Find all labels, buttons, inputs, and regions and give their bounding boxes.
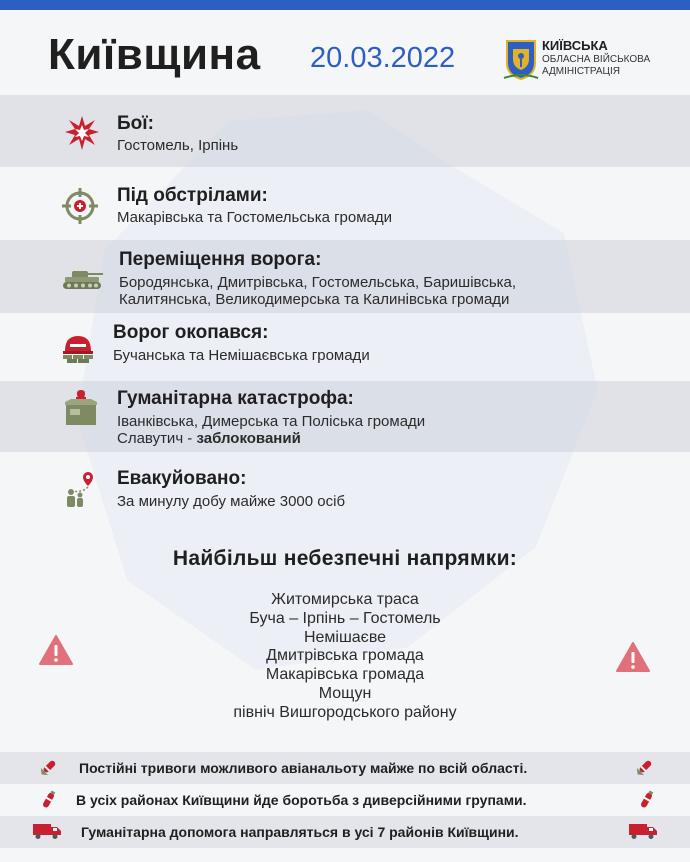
status-row-title: Переміщення ворога:	[119, 249, 322, 270]
status-row-entrenched	[0, 313, 690, 381]
bunker-icon	[62, 331, 94, 363]
header	[0, 10, 690, 95]
direction-item: Немішаєве	[303, 628, 387, 646]
status-row-battles	[0, 95, 690, 167]
directions-title: Найбільш небезпечні напрямки:	[172, 547, 518, 570]
status-row-text: Макарівська та Гостомельська громади	[117, 209, 393, 226]
notice-row-humanitarian-aid	[0, 816, 690, 848]
status-row-title: Гуманітарна катастрофа:	[117, 388, 354, 409]
aid-box-icon	[64, 389, 98, 427]
direction-item: Дмитрівська громада	[266, 647, 424, 665]
status-row-text: Калитянська, Великодимерська та Калинівська громади	[119, 291, 510, 308]
status-row-evacuated	[0, 452, 690, 525]
report-date: 20.03.2022	[310, 42, 456, 74]
direction-item: Макарівська громада	[265, 666, 425, 684]
tank-icon	[62, 268, 104, 290]
directions-list	[0, 591, 690, 723]
sabotage-icon	[636, 790, 656, 812]
notice-row-sabotage	[0, 784, 690, 816]
status-row-shelling	[0, 167, 690, 240]
page-title: Київщина	[48, 30, 261, 79]
truck-icon	[33, 822, 61, 840]
top-accent-bar	[0, 0, 690, 10]
missile-icon	[38, 758, 58, 778]
direction-item: Житомирська траса	[271, 591, 419, 608]
direction-item: північ Вишгородського району	[233, 703, 457, 721]
status-row-enemy-movement	[0, 240, 690, 313]
coat-of-arms-icon	[503, 38, 539, 80]
status-row-text: Іванківська, Димерська та Поліська громади	[117, 413, 426, 430]
status-row-humanitarian-catastrophe	[0, 381, 690, 452]
notice-text: Гуманітарна допомога направляться в усі 7 районів Київщини.	[81, 824, 519, 840]
status-row-title: Бої:	[117, 113, 154, 134]
direction-item: Мощун	[318, 684, 372, 702]
status-row-title: Евакуйовано:	[117, 468, 247, 489]
sabotage-icon	[38, 790, 58, 812]
status-row-extra-bold: заблокований	[196, 430, 301, 447]
status-row-text: Бучанська та Немішаєвська громади	[113, 347, 370, 364]
status-row-text	[117, 430, 301, 447]
evacuation-icon	[63, 470, 97, 508]
org-name: КИЇВСЬКА	[542, 38, 608, 53]
notice-row-air-raid	[0, 752, 690, 784]
notice-text: Постійні тривоги можливого авіанальоту майже по всій області.	[79, 760, 528, 776]
truck-icon	[629, 822, 657, 840]
explosion-icon	[64, 115, 100, 151]
status-row-title: Ворог окопався:	[113, 322, 269, 343]
status-row-text: Гостомель, Ірпінь	[117, 137, 239, 154]
status-list	[0, 95, 690, 525]
crosshair-icon	[62, 188, 98, 224]
org-subtitle: ОБЛАСНА ВІЙСЬКОВА АДМІНІСТРАЦІЯ	[542, 54, 651, 77]
missile-icon	[634, 758, 654, 778]
status-row-extra: Славутич -	[117, 430, 197, 447]
direction-item: Буча – Ірпінь – Гостомель	[249, 609, 441, 627]
status-row-title: Під обстрілами:	[117, 185, 268, 206]
notices	[0, 752, 690, 848]
status-row-text: Бородянська, Дмитрівська, Гостомельська, Баришівська,	[119, 274, 517, 291]
notice-text: В усіх районах Київщини йде боротьба з диверсійними групами.	[76, 792, 527, 808]
status-row-text: За минулу добу майже 3000 осіб	[117, 493, 346, 510]
